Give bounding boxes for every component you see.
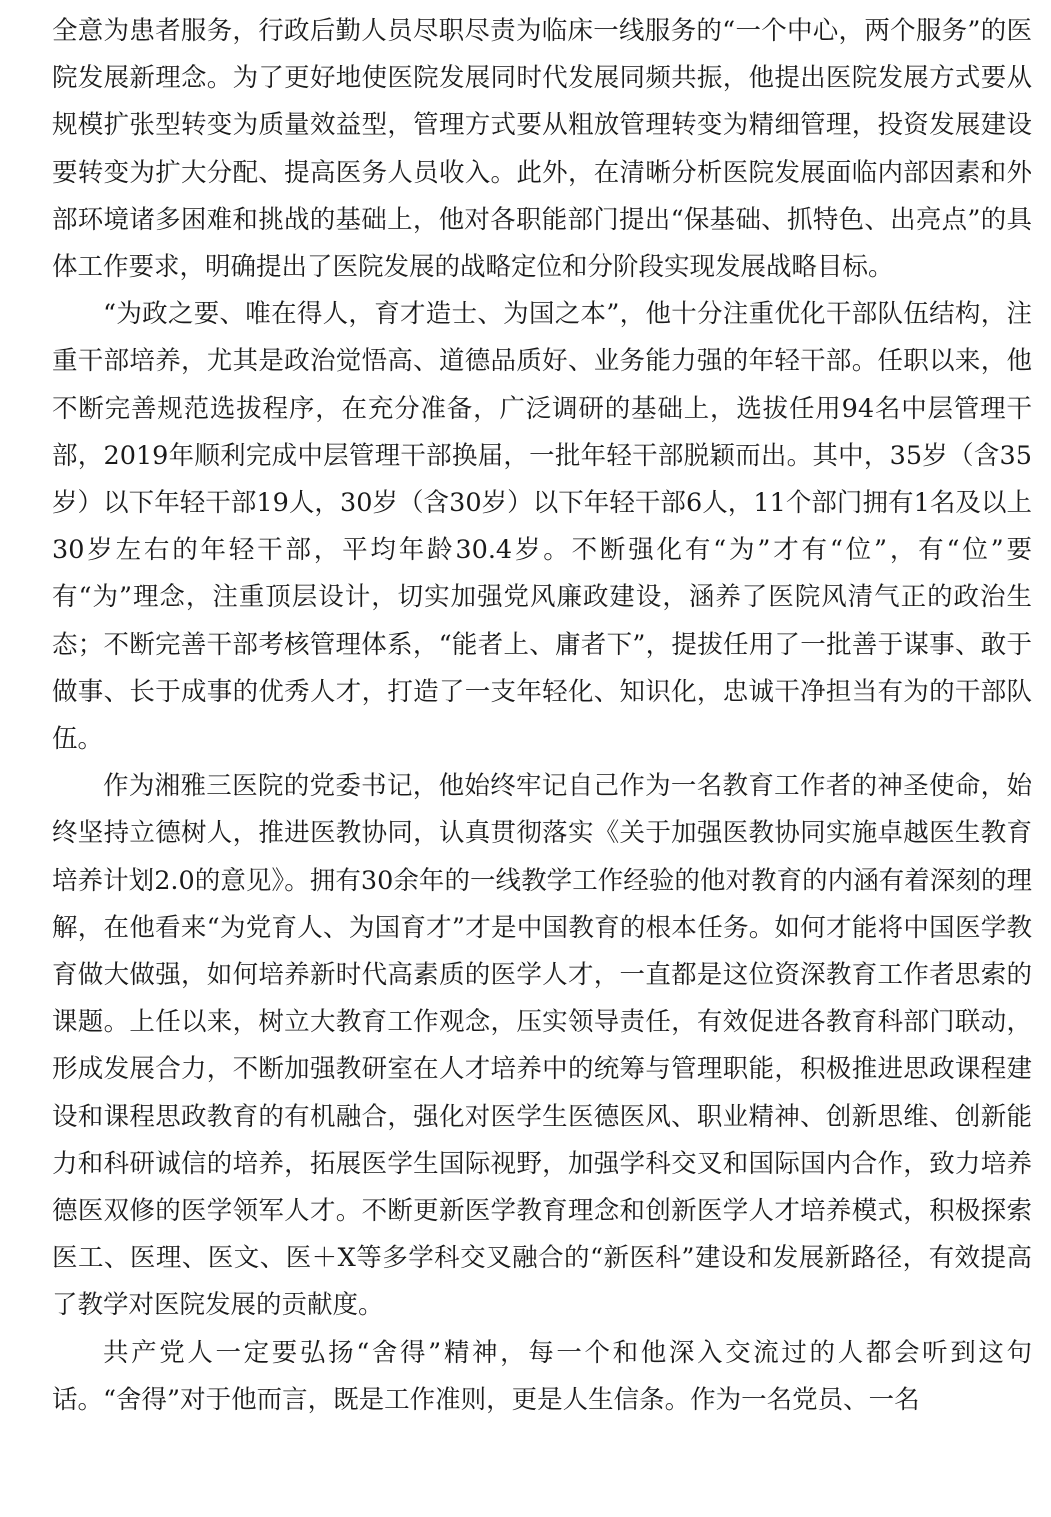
paragraph-2: “为政之要、唯在得人，育才造士、为国之本”，他十分注重优化干部队伍结构，注重干部培养，尤其是政治觉悟高、道德品质好、业务能力强的年轻干部。任职以来，他不断完善规范选拔程序，在充分准备，广泛调研的基础上，选拔任用94名中层管理干部，2019年顺利完成中层管理干部换届，一批年轻干部脱颖而出。其中，35岁（含35岁）以下年轻干部19人，30岁（含30岁）以下年轻干部6人，11个部门拥有1名及以上30岁左右的年轻干部，平均年龄30.4岁。不断强化有“为”才有“位”，有“位”要有“为”理念，注重顶层设计，切实加强党风廉政建设，涵养了医院风清气正的政治生态；不断完善干部考核管理体系，“能者上、庸者下”，提拔任用了一批善于谋事、敢于做事、长于成事的优秀人才，打造了一支年轻化、知识化，忠诚干净担当有为的干部队伍。: [52, 299, 1032, 755]
paragraph-1: 全意为患者服务，行政后勤人员尽职尽责为临床一线服务的“一个中心，两个服务”的医院发展新理念。为了更好地使医院发展同时代发展同频共振，他提出医院发展方式要从规模扩张型转变为质量效益型，管理方式要从粗放管理转变为精细管理，投资发展建设要转变为扩大分配、提高医务人员收入。此外，在清晰分析医院发展面临内部因素和外部环境诸多困难和挑战的基础上，他对各职能部门提出“保基础、抓特色、出亮点”的具体工作要求，明确提出了医院发展的战略定位和分阶段实现发展战略目标。: [52, 16, 1032, 283]
document-page: [52, 8, 1032, 1424]
paragraph-3: 作为湘雅三医院的党委书记，他始终牢记自己作为一名教育工作者的神圣使命，始终坚持立德树人，推进医教协同，认真贯彻落实《关于加强医教协同实施卓越医生教育培养计划2.0的意见》。拥有30余年的一线教学工作经验的他对教育的内涵有着深刻的理解，在他看来“为党育人、为国育才”才是中国教育的根本任务。如何才能将中国医学教育做大做强，如何培养新时代高素质的医学人才，一直都是这位资深教育工作者思索的课题。上任以来，树立大教育工作观念，压实领导责任，有效促进各教育科部门联动，形成发展合力，不断加强教研室在人才培养中的统筹与管理职能，积极推进思政课程建设和课程思政教育的有机融合，强化对医学生医德医风、职业精神、创新思维、创新能力和科研诚信的培养，拓展医学生国际视野，加强学科交叉和国际国内合作，致力培养德医双修的医学领军人才。不断更新医学教育理念和创新医学人才培养模式，积极探索医工、医理、医文、医＋X等多学科交叉融合的“新医科”建设和发展新路径，有效提高了教学对医院发展的贡献度。: [52, 771, 1032, 1321]
paragraph-4: 共产党人一定要弘扬“舍得”精神，每一个和他深入交流过的人都会听到这句话。“舍得”对于他而言，既是工作准则，更是人生信条。作为一名党员、一名: [52, 1337, 1032, 1415]
